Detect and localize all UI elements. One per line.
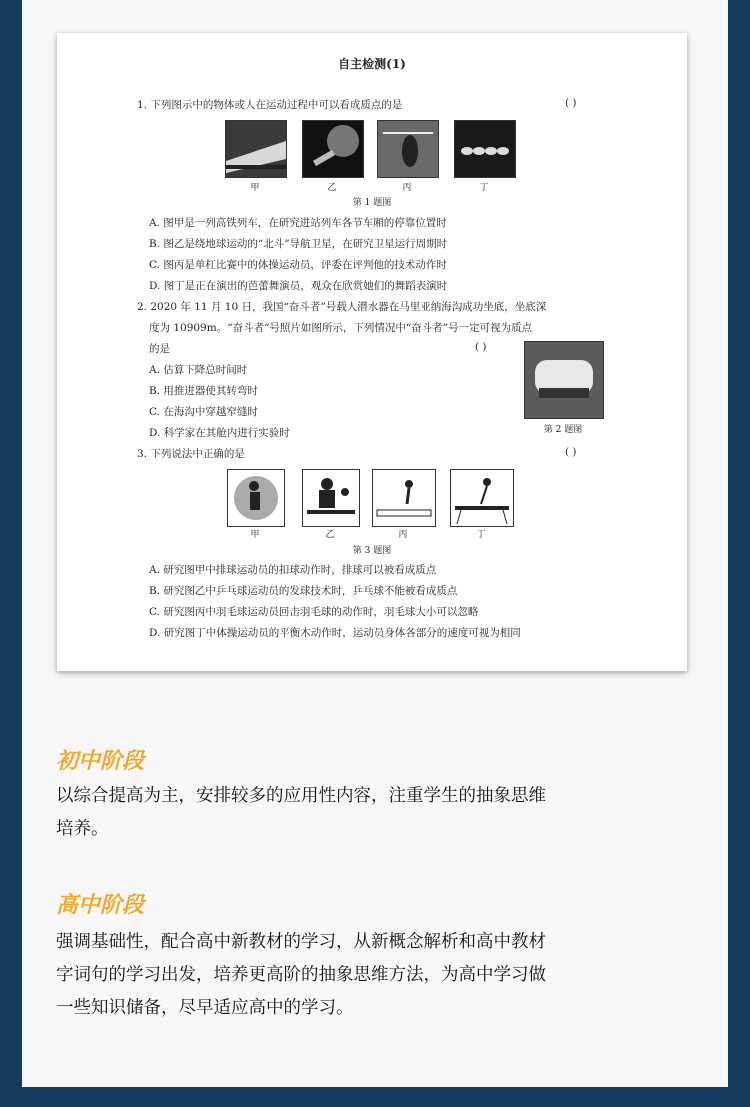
q1-option-b: B. 图乙是绕地球运动的“北斗”导航卫星，在研究卫星运行周期时 [149,238,448,250]
q3-option-d: D. 研究图丁中体操运动员的平衡木动作时，运动员身体各部分的速度可视为相同 [149,627,521,639]
exam-title: 自主检测(1) [338,57,406,71]
q1-label-d: 丁 [479,183,489,193]
q1-paren: ( ) [565,97,577,109]
q2-option-a: A. 估算下降总时间时 [149,364,248,376]
q2-paren: ( ) [475,341,487,353]
q1-stem: 1. 下列图示中的物体或人在运动过程中可以看成质点的是 [137,99,403,111]
q1-option-d: D. 图丁是正在演出的芭蕾舞演员，观众在欣赏她们的舞蹈表演时 [149,280,448,292]
q2-option-c: C. 在海沟中穿越窄缝时 [149,406,258,418]
q2-caption: 第 2 题图 [543,425,583,435]
q2-stem-line3: 的是 [149,343,170,355]
q3-label-b: 乙 [325,530,335,540]
q3-illustration-balance-beam [450,469,514,527]
q3-caption: 第 3 题图 [352,546,392,556]
q1-label-c: 丙 [402,183,412,193]
senior-stage-line-3: 一些知识储备，尽早适应高中的学习。 [56,998,354,1018]
q2-photo-submersible [524,341,604,419]
q2-option-b: B. 用推进器使其转弯时 [149,385,258,397]
q3-illustration-pingpong [302,469,360,527]
q3-illustration-volleyball [227,469,285,527]
q1-label-b: 乙 [327,183,337,193]
q1-photo-train [225,120,287,178]
q3-paren: ( ) [565,446,577,458]
senior-stage-body [56,926,696,1025]
q1-photo-satellite [302,120,364,178]
q1-caption: 第 1 题图 [352,198,392,208]
q1-label-a: 甲 [250,183,260,193]
senior-stage-title: 高中阶段 [56,893,145,918]
q3-option-c: C. 研究图丙中羽毛球运动员回击羽毛球的动作时，羽毛球大小可以忽略 [149,606,479,618]
q2-option-d: D. 科学家在其舱内进行实验时 [149,427,290,439]
q2-stem-line1: 2. 2020 年 11 月 10 日，我国“奋斗者”号载人潜水器在马里亚纳海沟成功坐底，坐底深 [137,301,547,313]
q3-illustration-badminton [372,469,436,527]
junior-stage-title: 初中阶段 [56,749,145,774]
q1-option-c: C. 图丙是单杠比赛中的体操运动员，评委在评判他的技术动作时 [149,259,447,271]
q3-stem: 3. 下列说法中正确的是 [137,448,245,460]
senior-stage-line-2: 字词句的学习出发，培养更高阶的抽象思维方法，为高中学习做 [56,965,546,985]
q3-label-a: 甲 [250,530,260,540]
exam-page-image [57,33,687,671]
q1-photo-gymnast [377,120,439,178]
junior-stage-line-1: 以综合提高为主，安排较多的应用性内容，注重学生的抽象思维 [56,786,546,806]
q3-option-a: A. 研究图甲中排球运动员的扣球动作时，排球可以被看成质点 [149,564,437,576]
q2-stem-line2: 度为 10909m。“奋斗者”号照片如图所示，下列情况中“奋斗者”号一定可视为质点 [149,322,533,334]
q1-photo-ballet [454,120,516,178]
q3-label-c: 丙 [398,530,408,540]
q1-option-a: A. 图甲是一列高铁列车，在研究进站列车各节车厢的停靠位置时 [149,217,447,229]
senior-stage-line-1: 强调基础性，配合高中新教材的学习，从新概念解析和高中教材 [56,932,546,952]
q3-label-d: 丁 [476,530,486,540]
q3-option-b: B. 研究图乙中乒乓球运动员的发球技术时，乒乓球不能被看成质点 [149,585,458,597]
junior-stage-line-2: 培养。 [56,819,109,839]
junior-stage-body [56,780,696,846]
